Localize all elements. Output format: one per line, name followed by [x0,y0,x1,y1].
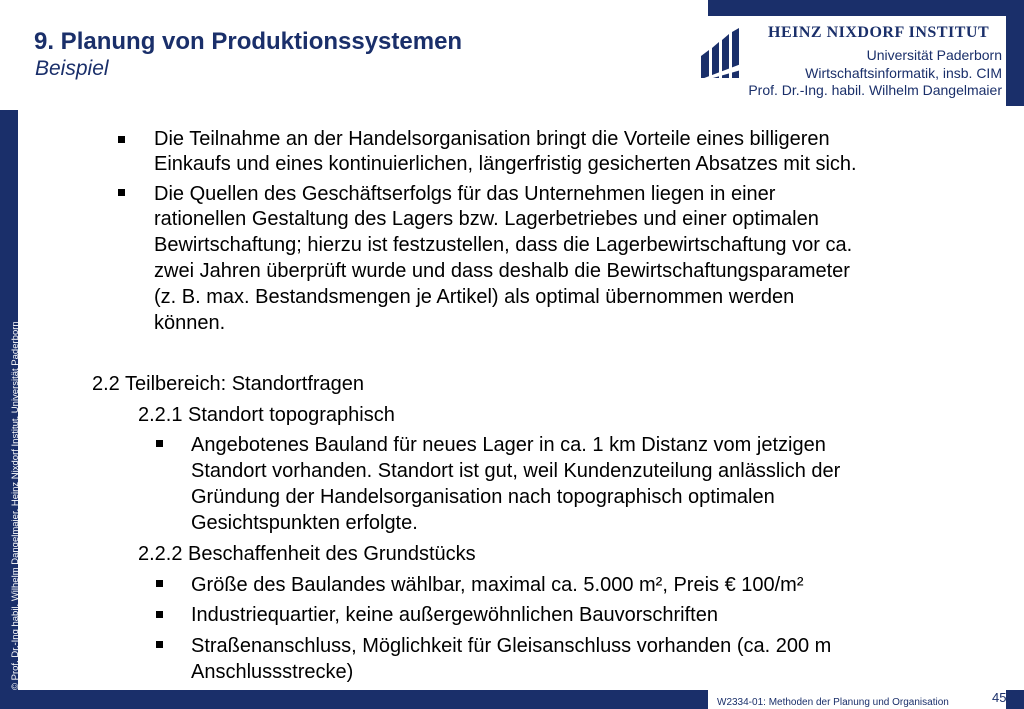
bullet-marker [156,641,163,648]
bullet-1-line: Die Teilnahme an der Handelsorganisation bringt die Vorteile eines billigeren [154,128,830,150]
bullet-marker [156,611,163,618]
section-heading: 2.2 Teilbereich: Standortfragen [92,373,365,395]
bullet-2-line: (z. B. max. Bestandsmengen je Artikel) als optimal übernommen werden [154,286,795,308]
copyright-text: © Prof. Dr.-Ing habil. Wilhelm Dangelmaier, Heinz Nixdorf Institut, Universität Paderborn [10,321,21,690]
bullet-2-line: können. [154,312,226,334]
bullet-3-line: Standort vorhanden. Standort ist gut, weil Kundenzuteilung anlässlich der [191,460,841,482]
bullet-3-line: Gründung der Handelsorganisation nach topographisch optimalen [191,486,775,508]
bullet-marker [156,580,163,587]
subsection-heading-2: 2.2.2 Beschaffenheit des Grundstücks [138,543,476,565]
bullet-marker [156,440,163,447]
page-title: 9. Planung von Produktionssystemen [34,28,463,55]
bullet-4-line: Größe des Baulandes wählbar, maximal ca. 5.000 m², Preis € 100/m² [191,574,804,596]
institute-name: HEINZ NIXDORF INSTITUT [768,24,990,41]
bullet-2-line: zwei Jahren überprüft wurde und dass deshalb die Bewirtschaftungsparameter [154,260,850,282]
bullet-2-line: rationellen Gestaltung des Lagers bzw. Lagerbetriebes und einer optimalen [154,208,819,230]
institute-department: Wirtschaftsinformatik, insb. CIM [805,65,1002,81]
institute-professor: Prof. Dr.-Ing. habil. Wilhelm Dangelmaier [748,82,1002,98]
bullet-2-line: Bewirtschaftung; hierzu ist festzustellen, dass die Lagerbewirtschaftung vor ca. [154,234,853,256]
bullet-marker [118,189,125,196]
header-right-band [1006,0,1024,106]
nixdorf-logo-icon [697,26,743,82]
bullet-2-line: Die Quellen des Geschäftserfolgs für das Unternehmen liegen in einer [154,183,776,205]
course-title: W2334-01: Methoden der Planung und Organisation [717,697,949,708]
bullet-5-line: Industriequartier, keine außergewöhnlichen Bauvorschriften [191,604,718,626]
page-subtitle: Beispiel [35,57,109,80]
page-number: 45 [992,690,1007,705]
bullet-3-line: Gesichtspunkten erfolgte. [191,512,418,534]
bullet-6-line: Straßenanschluss, Möglichkeit für Gleisanschluss vorhanden (ca. 200 m [191,635,832,657]
institute-university: Universität Paderborn [866,47,1002,63]
bullet-1-line: Einkaufs und eines kontinuierlichen, längerfristig gesicherten Absatzes mit sich. [154,153,857,175]
bullet-3-line: Angebotenes Bauland für neues Lager in ca. 1 km Distanz vom jetzigen [191,434,826,456]
header-top-band [708,0,1024,16]
bullet-6-line: Anschlussstrecke) [191,661,354,683]
bullet-marker [118,136,125,143]
subsection-heading-1: 2.2.1 Standort topographisch [138,404,395,426]
